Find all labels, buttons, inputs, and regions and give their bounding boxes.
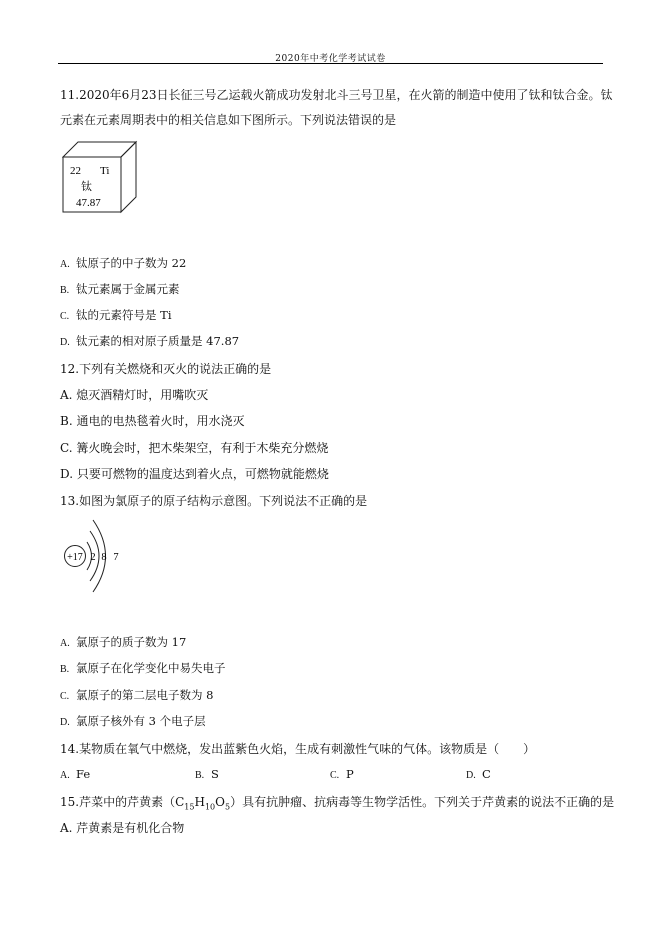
formula-sub-o: 5 xyxy=(224,802,231,812)
q12-option-d[interactable]: D. 只要可燃物的温度达到着火点，可燃物就能燃烧 xyxy=(60,467,329,481)
option-letter: C. xyxy=(60,311,70,322)
q14-option-c[interactable] xyxy=(330,767,354,781)
q12-stem: 12.下列有关燃烧和灭火的说法正确的是 xyxy=(60,362,272,376)
option-text: P xyxy=(346,767,354,781)
q13-option-a[interactable] xyxy=(60,634,186,650)
q14-option-a[interactable] xyxy=(60,767,90,781)
option-letter: B. xyxy=(60,664,70,675)
element-symbol: Ti xyxy=(100,165,110,177)
q15-stem xyxy=(60,793,614,811)
q11-stem-line1: 11.2020年6月23日长征三号乙运载火箭成功发射北斗三号卫星，在火箭的制造中使用了钛和钛合金。钛 xyxy=(60,88,613,102)
option-letter: A. xyxy=(60,638,70,649)
q14-stem: 14.某物质在氧气中燃烧，发出蓝紫色火焰，生成有刺激性气味的气体。该物质是（ ） xyxy=(60,742,536,756)
formula-sub-c: 15 xyxy=(184,802,195,812)
option-text: 氯原子在化学变化中易失电子 xyxy=(76,661,226,675)
option-text: 氯原子核外有 3 个电子层 xyxy=(76,714,206,728)
chlorine-atom-diagram xyxy=(58,515,138,601)
formula-sub-h: 10 xyxy=(204,802,216,812)
q13-stem: 13.如图为氯原子的原子结构示意图。下列说法不正确的是 xyxy=(60,494,368,508)
option-text: 钛元素属于金属元素 xyxy=(76,282,180,296)
nucleus-charge: +17 xyxy=(67,552,83,563)
option-letter: C. xyxy=(330,770,340,781)
formula-o: O xyxy=(215,795,225,809)
q12-option-c[interactable]: C. 篝火晚会时，把木柴架空，有利于木柴充分燃烧 xyxy=(60,441,329,455)
page-header-title: 2020年中考化学考试试卷 xyxy=(275,54,386,64)
q11-option-a[interactable] xyxy=(60,255,186,271)
option-text: 氯原子的质子数为 17 xyxy=(76,635,187,649)
element-cell-figure xyxy=(62,140,142,218)
option-text: Fe xyxy=(76,767,91,781)
shell-2-electrons: 8 xyxy=(101,552,107,563)
option-text: 钛的元素符号是 Ti xyxy=(76,308,172,322)
q11-option-c[interactable] xyxy=(60,307,172,323)
q15-option-a[interactable]: A. 芹黄素是有机化合物 xyxy=(60,821,185,835)
q11-stem-line2: 元素在元素周期表中的相关信息如下图所示。下列说法错误的是 xyxy=(60,113,397,127)
element-atomic-number: 22 xyxy=(70,165,81,177)
option-letter: D. xyxy=(60,337,70,348)
q13-option-d[interactable] xyxy=(60,713,206,729)
option-text: 钛元素的相对原子质量是 47.87 xyxy=(76,334,240,348)
option-letter: B. xyxy=(195,770,205,781)
q12-option-a[interactable]: A. 熄灭酒精灯时，用嘴吹灭 xyxy=(60,388,209,402)
q15-stem-before: 15.芹菜中的芹黄素（C xyxy=(60,795,185,809)
q12-option-b[interactable]: B. 通电的电热毯着火时，用水浇灭 xyxy=(60,414,245,428)
option-text: 钛原子的中子数为 22 xyxy=(76,256,187,270)
q13-option-b[interactable] xyxy=(60,660,226,676)
q11-option-b[interactable] xyxy=(60,281,180,297)
formula-h: H xyxy=(194,795,205,809)
q13-option-c[interactable] xyxy=(60,687,213,703)
option-letter: C. xyxy=(60,691,70,702)
shell-1-electrons: 2 xyxy=(90,552,96,563)
option-text: 氯原子的第二层电子数为 8 xyxy=(76,688,214,702)
shell-3-electrons: 7 xyxy=(113,552,119,563)
element-atomic-mass: 47.87 xyxy=(76,197,101,209)
q15-stem-after: ）具有抗肿瘤、抗病毒等生物学活性。下列关于芹黄素的说法不正确的是 xyxy=(230,795,615,809)
option-text: C xyxy=(482,767,491,781)
q11-option-d[interactable] xyxy=(60,333,239,349)
option-letter: A. xyxy=(60,770,70,781)
header-divider xyxy=(58,63,603,64)
element-name: 钛 xyxy=(81,181,92,193)
option-letter: D. xyxy=(466,770,476,781)
option-letter: B. xyxy=(60,285,70,296)
q14-option-b[interactable] xyxy=(195,767,219,781)
option-letter: A. xyxy=(60,259,70,270)
option-text: S xyxy=(211,767,219,781)
option-letter: D. xyxy=(60,717,70,728)
q14-option-d[interactable] xyxy=(466,767,491,781)
